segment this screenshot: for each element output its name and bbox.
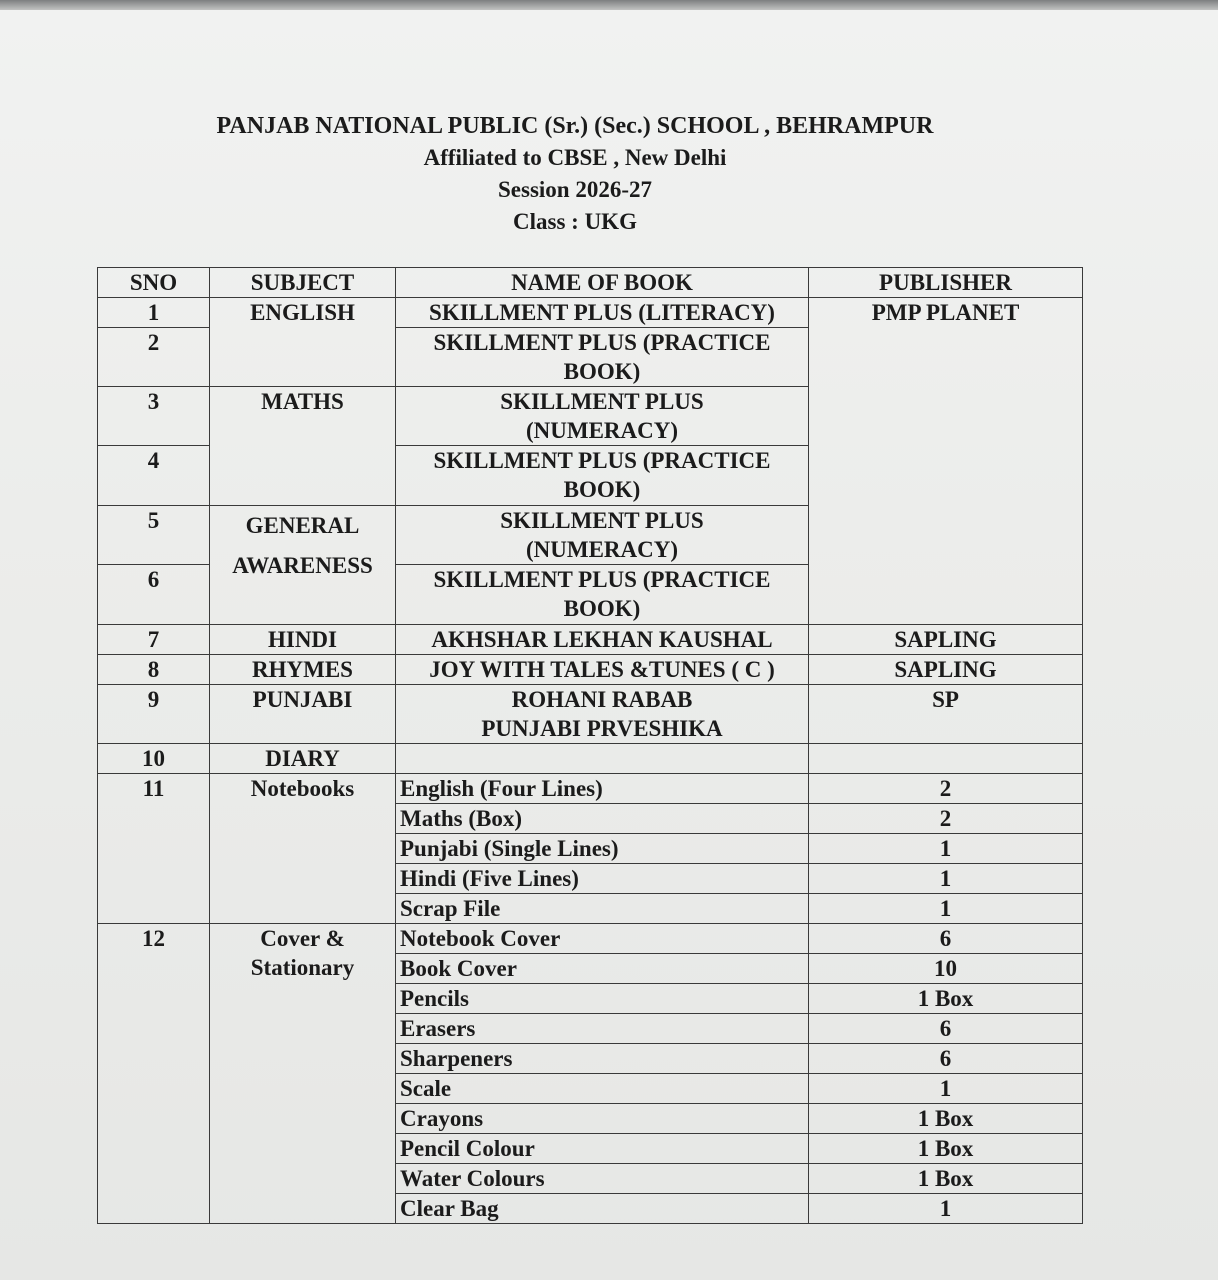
publisher-cell: SP — [809, 685, 1083, 744]
item-qty: 1 Box — [809, 984, 1083, 1014]
school-name: PANJAB NATIONAL PUBLIC (Sr.) (Sec.) SCHOOL , BEHRAMPUR — [216, 113, 934, 139]
item-name: Clear Bag — [396, 1194, 809, 1224]
table-row — [98, 685, 1083, 744]
publisher-cell: PMP PLANET — [809, 298, 1083, 625]
book-cell: SKILLMENT PLUS (PRACTICE BOOK) — [396, 446, 809, 506]
book-cell: SKILLMENT PLUS (PRACTICE BOOK) — [396, 565, 809, 625]
sno-cell: 9 — [98, 685, 210, 744]
header-sno: SNO — [98, 268, 210, 298]
item-qty: 6 — [809, 1044, 1083, 1074]
subject-cell: ENGLISH — [210, 298, 396, 387]
book-cell: SKILLMENT PLUS (NUMERACY) — [396, 387, 809, 446]
subject-line-2: Stationary — [250, 955, 355, 980]
item-name: Sharpeners — [396, 1044, 809, 1074]
table-row — [98, 298, 1083, 328]
item-name: Hindi (Five Lines) — [396, 864, 809, 894]
sno-cell: 7 — [98, 625, 210, 655]
item-name: Punjabi (Single Lines) — [396, 834, 809, 864]
table-row — [98, 655, 1083, 685]
item-qty: 1 Box — [809, 1104, 1083, 1134]
subject-line-1: Cover & — [260, 926, 345, 951]
class-line: Class : UKG — [513, 209, 637, 234]
book-cell — [396, 685, 809, 744]
book-cell: JOY WITH TALES &TUNES ( C ) — [396, 655, 809, 685]
table-header-row — [98, 268, 1083, 298]
item-name: Pencils — [396, 984, 809, 1014]
book-cell: SKILLMENT PLUS (LITERACY) — [396, 298, 809, 328]
table-row — [98, 774, 1083, 804]
item-qty: 1 Box — [809, 1164, 1083, 1194]
item-qty: 1 Box — [809, 1134, 1083, 1164]
item-name: Maths (Box) — [396, 804, 809, 834]
item-name: Notebook Cover — [396, 924, 809, 954]
publisher-cell — [809, 744, 1083, 774]
book-title-2: PUNJABI PRVESHIKA — [481, 716, 723, 741]
book-list-table — [97, 267, 1083, 1224]
sno-cell: 4 — [98, 446, 210, 506]
book-title-1: ROHANI RABAB — [511, 687, 693, 712]
subject-cell: RHYMES — [210, 655, 396, 685]
table-row — [98, 625, 1083, 655]
sno-cell: 5 — [98, 506, 210, 565]
affiliation-line: Affiliated to CBSE , New Delhi — [423, 145, 727, 170]
item-qty: 1 — [809, 894, 1083, 924]
subject-cell: PUNJABI — [210, 685, 396, 744]
item-qty: 1 — [809, 1194, 1083, 1224]
item-name: Pencil Colour — [396, 1134, 809, 1164]
sno-cell: 12 — [98, 924, 210, 1224]
subject-cell: GENERAL AWARENESS — [210, 506, 396, 625]
item-qty: 1 — [809, 864, 1083, 894]
item-name: Water Colours — [396, 1164, 809, 1194]
item-qty: 6 — [809, 924, 1083, 954]
sno-cell: 1 — [98, 298, 210, 328]
header-book: NAME OF BOOK — [396, 268, 809, 298]
subject-cell — [210, 924, 396, 1224]
session-line: Session 2026-27 — [498, 177, 652, 202]
item-name: Scale — [396, 1074, 809, 1104]
book-cell — [396, 744, 809, 774]
item-qty: 2 — [809, 774, 1083, 804]
subject-cell: DIARY — [210, 744, 396, 774]
item-qty: 6 — [809, 1014, 1083, 1044]
item-qty: 1 — [809, 1074, 1083, 1104]
publisher-cell: SAPLING — [809, 625, 1083, 655]
subject-cell: HINDI — [210, 625, 396, 655]
item-qty: 1 — [809, 834, 1083, 864]
document-heading — [0, 110, 1150, 238]
sno-cell: 3 — [98, 387, 210, 446]
item-name: Erasers — [396, 1014, 809, 1044]
item-name: Scrap File — [396, 894, 809, 924]
sno-cell: 10 — [98, 744, 210, 774]
item-name: Book Cover — [396, 954, 809, 984]
header-publisher: PUBLISHER — [809, 268, 1083, 298]
table-row — [98, 744, 1083, 774]
item-name: English (Four Lines) — [396, 774, 809, 804]
sno-cell: 11 — [98, 774, 210, 924]
header-subject: SUBJECT — [210, 268, 396, 298]
table-row — [98, 924, 1083, 954]
sno-cell: 6 — [98, 565, 210, 625]
publisher-cell: SAPLING — [809, 655, 1083, 685]
book-cell: AKHSHAR LEKHAN KAUSHAL — [396, 625, 809, 655]
item-qty: 2 — [809, 804, 1083, 834]
sno-cell: 2 — [98, 328, 210, 387]
item-name: Crayons — [396, 1104, 809, 1134]
book-cell: SKILLMENT PLUS (PRACTICE BOOK) — [396, 328, 809, 387]
subject-cell: MATHS — [210, 387, 396, 506]
sno-cell: 8 — [98, 655, 210, 685]
subject-cell: Notebooks — [210, 774, 396, 924]
item-qty: 10 — [809, 954, 1083, 984]
book-cell: SKILLMENT PLUS (NUMERACY) — [396, 506, 809, 565]
